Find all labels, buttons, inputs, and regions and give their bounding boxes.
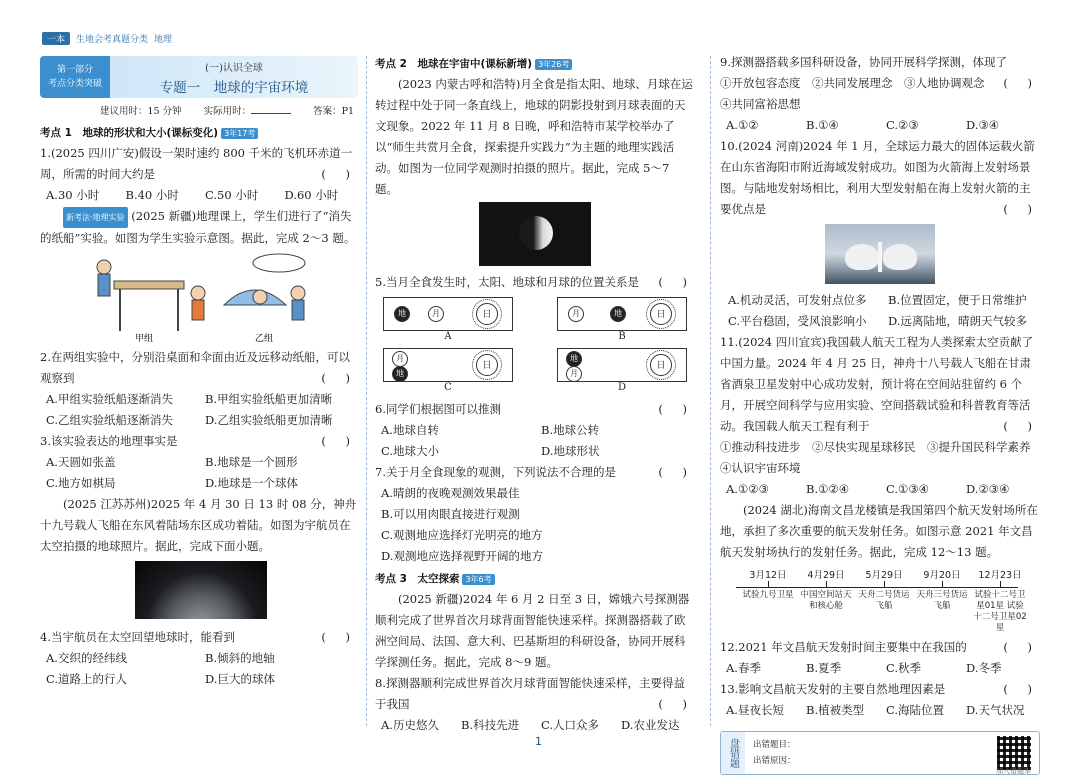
series-title: 生地会考真题分类 bbox=[76, 35, 149, 45]
option[interactable]: A.机动灵活，可发射点位多 bbox=[728, 293, 867, 307]
section-banner bbox=[40, 56, 358, 98]
question-9: 9.探测器搭载多国科研设备，协同开展科学探测，体现了 ( ) bbox=[720, 55, 1040, 90]
subject-label: 地理 bbox=[154, 35, 173, 45]
experiment-intro: 新考法·地理实验 (2025 新疆)地理课上，学生们进行了“消失的纸船”实验。如图为学生实验示意图。据此，完成 2～3 题。 bbox=[40, 209, 356, 245]
option[interactable]: D.巨大的球体 bbox=[205, 672, 275, 686]
qr-code-icon[interactable] bbox=[997, 736, 1031, 770]
question-4-options bbox=[40, 648, 358, 690]
question-2: 2.在两组实验中，分别沿桌面和伞面由近及远移动纸船，可以观察到 ( ) bbox=[40, 350, 358, 385]
part-label: 第一部分 考点分类突破 bbox=[40, 56, 110, 98]
option[interactable]: C.道路上的行人 bbox=[46, 672, 128, 686]
question-9-options bbox=[720, 115, 1040, 136]
question-3-options bbox=[40, 452, 358, 494]
probe-intro: (2025 新疆)2024 年 6 月 2 日至 3 日，嫦娥六号探测器顺利完成了世界首次月球背面智能快速采样。探测器搭载了欧洲空间局、法国、意大利、巴基斯坦的科研设备，协同开展科学探测任务。据此，完成 8～9 题。 bbox=[375, 592, 690, 669]
question-8: 8.探测器顺利完成世界首次月球背面智能快速采样，主要得益于我国 ( ) bbox=[375, 676, 695, 711]
option[interactable]: A.历史悠久 bbox=[381, 718, 439, 732]
student-figure bbox=[291, 286, 305, 300]
diagram-a[interactable]: 地 月 日 A bbox=[383, 297, 513, 342]
question-4-intro: (2025 江苏苏州)2025 年 4 月 30 日 13 时 08 分，神舟十九号载人飞船在东风着陆场东区成功着陆。如图为宇航员在太空拍摄的地球照片。据此，完成下面小题。 bbox=[40, 497, 357, 553]
workbook-page bbox=[30, 28, 1060, 775]
question-12: 12.2021 年文昌航天发射时间主要集中在我国的 ( ) bbox=[720, 640, 1040, 654]
question-11-items: ①推动科技进步 ②尽快实现星球移民 ③提升国民科学素养 ④认识宇宙环境 bbox=[720, 440, 1042, 475]
question-7-options bbox=[375, 483, 695, 567]
thought-bubble bbox=[253, 254, 305, 272]
question-5: 5.当月全食发生时，太阳、地球和月球的位置关系是 ( ) bbox=[375, 275, 695, 289]
option[interactable]: B.①②④ bbox=[806, 482, 850, 496]
option[interactable]: D.农业发达 bbox=[621, 718, 680, 732]
option[interactable]: D.远离陆地，晴朗天气较多 bbox=[888, 314, 1027, 328]
option[interactable]: D.乙组实验纸船更加清晰 bbox=[205, 413, 333, 427]
timeline-item: 3月12日 试验九号卫星 bbox=[742, 570, 794, 600]
option[interactable]: C.人口众多 bbox=[541, 718, 600, 732]
question-7: 7.关于月全食现象的观测，下列说法不合理的是 ( ) bbox=[375, 465, 695, 479]
timeline-item: 5月29日 天舟二号货运飞船 bbox=[858, 570, 910, 611]
lunar-eclipse-photo bbox=[479, 202, 591, 266]
question-9-items: ①开放包容态度 ②共同发展理念 ③人地协调观念 ④共同富裕思想 bbox=[720, 76, 996, 111]
page-number: 1 bbox=[535, 735, 542, 748]
option[interactable]: C.50 小时 bbox=[205, 188, 259, 202]
option[interactable]: B.甲组实验纸船更加清晰 bbox=[205, 392, 333, 406]
option[interactable]: C.地方如棋局 bbox=[46, 476, 116, 490]
option[interactable]: A.晴朗的夜晚观测效果最佳 bbox=[381, 486, 520, 500]
option[interactable]: A.30 小时 bbox=[46, 188, 100, 202]
question-2-options bbox=[40, 389, 358, 431]
group-a-label: 甲组 bbox=[134, 334, 154, 343]
option[interactable]: B.科技先进 bbox=[461, 718, 520, 732]
option[interactable]: A.昼夜长短 bbox=[726, 703, 784, 717]
option[interactable]: D.地球是一个球体 bbox=[205, 476, 298, 490]
option[interactable]: C.①③④ bbox=[886, 482, 929, 496]
actual-time-blank[interactable] bbox=[251, 113, 291, 114]
kp3-heading: 考点 3 太空探索 3年6考 bbox=[375, 571, 695, 586]
error-review-box bbox=[720, 731, 1040, 775]
column-middle bbox=[375, 52, 695, 732]
option[interactable]: C.平台稳固，受风浪影响小 bbox=[728, 314, 867, 328]
eclipse-position-diagrams bbox=[383, 297, 687, 393]
diagram-d[interactable]: 地 月 日 D bbox=[557, 348, 687, 393]
timeline-item: 12月23日 试验十二号卫星01星 试验十二号卫星02星 bbox=[973, 570, 1027, 633]
sea-launch-photo bbox=[825, 224, 935, 284]
diagram-c[interactable]: 月 地 日 C bbox=[383, 348, 513, 393]
timing-line: 建议用时：15 分钟 实际用时： 答案：P1 bbox=[100, 106, 354, 117]
student-figure bbox=[97, 260, 111, 274]
option[interactable]: B.位置固定，便于日常维护 bbox=[888, 293, 1027, 307]
kp1-heading: 考点 1 地球的形状和大小(课标变化) 3年17考 bbox=[40, 125, 358, 140]
option[interactable]: B.地球公转 bbox=[541, 423, 600, 437]
option[interactable]: B.倾斜的地轴 bbox=[205, 651, 275, 665]
diagram-b[interactable]: 月 地 日 B bbox=[557, 297, 687, 342]
student-figure bbox=[253, 290, 267, 304]
earth-from-space-photo bbox=[135, 561, 267, 619]
option[interactable]: D.③④ bbox=[966, 118, 1000, 132]
option[interactable]: C.秋季 bbox=[886, 661, 922, 675]
option[interactable]: C.②③ bbox=[886, 118, 919, 132]
question-11-options bbox=[720, 479, 1040, 500]
table bbox=[114, 281, 184, 289]
option[interactable]: B.①④ bbox=[806, 118, 839, 132]
option[interactable]: C.地球大小 bbox=[381, 444, 440, 458]
option[interactable]: D.②③④ bbox=[966, 482, 1010, 496]
question-10-options bbox=[720, 290, 1040, 332]
option[interactable]: B.植被类型 bbox=[806, 703, 865, 717]
option[interactable]: B.夏季 bbox=[806, 661, 842, 675]
review-tag: 盘错题 bbox=[721, 732, 745, 774]
column-right bbox=[720, 52, 1042, 775]
question-11: 11.(2024 四川宜宾)我国载人航天工程为人类探索太空贡献了中国力量。2024 年 4 月 25 日，神舟十八号载人飞船在甘肃省酒泉卫星发射中心成功发射，预计将在空间站驻留约 6 个月，开展空间科学与应用实验、空间搭载试验和科普教育等活动。我国载人航天工程有利于 ( ) bbox=[720, 335, 1040, 433]
error-reason-line[interactable]: 出错原因： bbox=[753, 756, 796, 766]
option[interactable]: A.春季 bbox=[726, 661, 761, 675]
option[interactable]: B.可以用肉眼直接进行观测 bbox=[381, 507, 520, 521]
column-divider bbox=[710, 56, 711, 726]
timeline-item: 9月20日 天舟三号货运飞船 bbox=[916, 570, 968, 611]
column-left bbox=[40, 52, 358, 728]
option[interactable]: D.地球形状 bbox=[541, 444, 600, 458]
experiment-illustration bbox=[74, 253, 324, 343]
qr-caption: 加入错题本 bbox=[996, 767, 1031, 775]
series-chip: 一本 bbox=[42, 32, 70, 45]
kp2-heading: 考点 2 地球在宇宙中(课标新增) 3年26考 bbox=[375, 56, 695, 71]
question-8-options bbox=[375, 715, 695, 736]
question-1: 1.(2025 四川广安)假设一架时速约 800 千米的飞机环赤道一周，所需的时间大约是 ( ) bbox=[40, 146, 358, 181]
option[interactable]: B.40 小时 bbox=[125, 188, 179, 202]
question-13-options bbox=[720, 700, 1040, 721]
option[interactable]: C.观测地应选择灯光明亮的地方 bbox=[381, 528, 543, 542]
running-head bbox=[42, 32, 172, 45]
option[interactable]: C.海陆位置 bbox=[886, 703, 945, 717]
option[interactable]: A.交织的经纬线 bbox=[46, 651, 127, 665]
unit-subtitle: (一)认识全球 bbox=[205, 63, 263, 74]
error-question-line[interactable]: 出错题目： bbox=[753, 740, 796, 750]
option[interactable]: C.乙组实验纸船逐渐消失 bbox=[46, 413, 174, 427]
option[interactable]: A.甲组实验纸船逐渐消失 bbox=[46, 392, 173, 406]
question-1-options bbox=[40, 185, 358, 206]
question-6: 6.同学们根据图可以推测 ( ) bbox=[375, 402, 695, 416]
question-13: 13.影响文昌航天发射的主要自然地理因素是 ( ) bbox=[720, 682, 1040, 696]
wenchang-intro: (2024 湖北)海南文昌龙楼镇是我国第四个航天发射场所在地，承担了多次重要的航天发射任务。如图示意 2021 年文昌航天发射场执行的发射任务。据此，完成 12～13 题。 bbox=[720, 503, 1038, 559]
option[interactable]: A.天圆如张盖 bbox=[46, 455, 116, 469]
group-b-label: 乙组 bbox=[254, 334, 274, 343]
option[interactable]: B.地球是一个圆形 bbox=[205, 455, 298, 469]
question-6-options bbox=[375, 420, 695, 462]
question-3: 3.该实验表达的地理事实是 ( ) bbox=[40, 434, 358, 448]
question-12-options bbox=[720, 658, 1040, 679]
question-10: 10.(2024 河南)2024 年 1 月，全球运力最大的固体运载火箭在山东省海阳市附近海域发射成功。如图为火箭海上发射场景图。与陆地发射场相比，利用大型发射船在海上发射火箭的主要优点是 ( ) bbox=[720, 139, 1040, 216]
student-figure bbox=[191, 286, 205, 300]
option[interactable]: D.冬季 bbox=[966, 661, 1002, 675]
option[interactable]: D.天气状况 bbox=[966, 703, 1025, 717]
option[interactable]: A.①② bbox=[726, 118, 759, 132]
launch-timeline bbox=[726, 567, 1034, 631]
topic-title: 专题一 地球的宇宙环境 bbox=[159, 80, 309, 96]
timeline-item: 4月29日 中国空间站天和核心舱 bbox=[800, 570, 852, 611]
column-divider bbox=[366, 56, 367, 726]
option[interactable]: D.60 小时 bbox=[284, 188, 339, 202]
question-4: 4.当宇航员在太空回望地球时，能看到 ( ) bbox=[40, 630, 358, 644]
lunar-eclipse-intro: (2023 内蒙古呼和浩特)月全食是指太阳、地球、月球在运转过程中处于同一条直线上，地球的阴影投射到月球表面的天文现象。2022 年 11 月 8 日晚，呼和浩特市某学校举办了以“师生共赏月全食，探索提升实践力”为主题的地理实践活动。如图为一位同学观测时拍摄的照片。据此，完成 5～7 题。 bbox=[375, 77, 693, 196]
option[interactable]: A.①②③ bbox=[726, 482, 769, 496]
option[interactable]: D.观测地应选择视野开阔的地方 bbox=[381, 549, 543, 563]
option[interactable]: A.地球自转 bbox=[381, 423, 439, 437]
